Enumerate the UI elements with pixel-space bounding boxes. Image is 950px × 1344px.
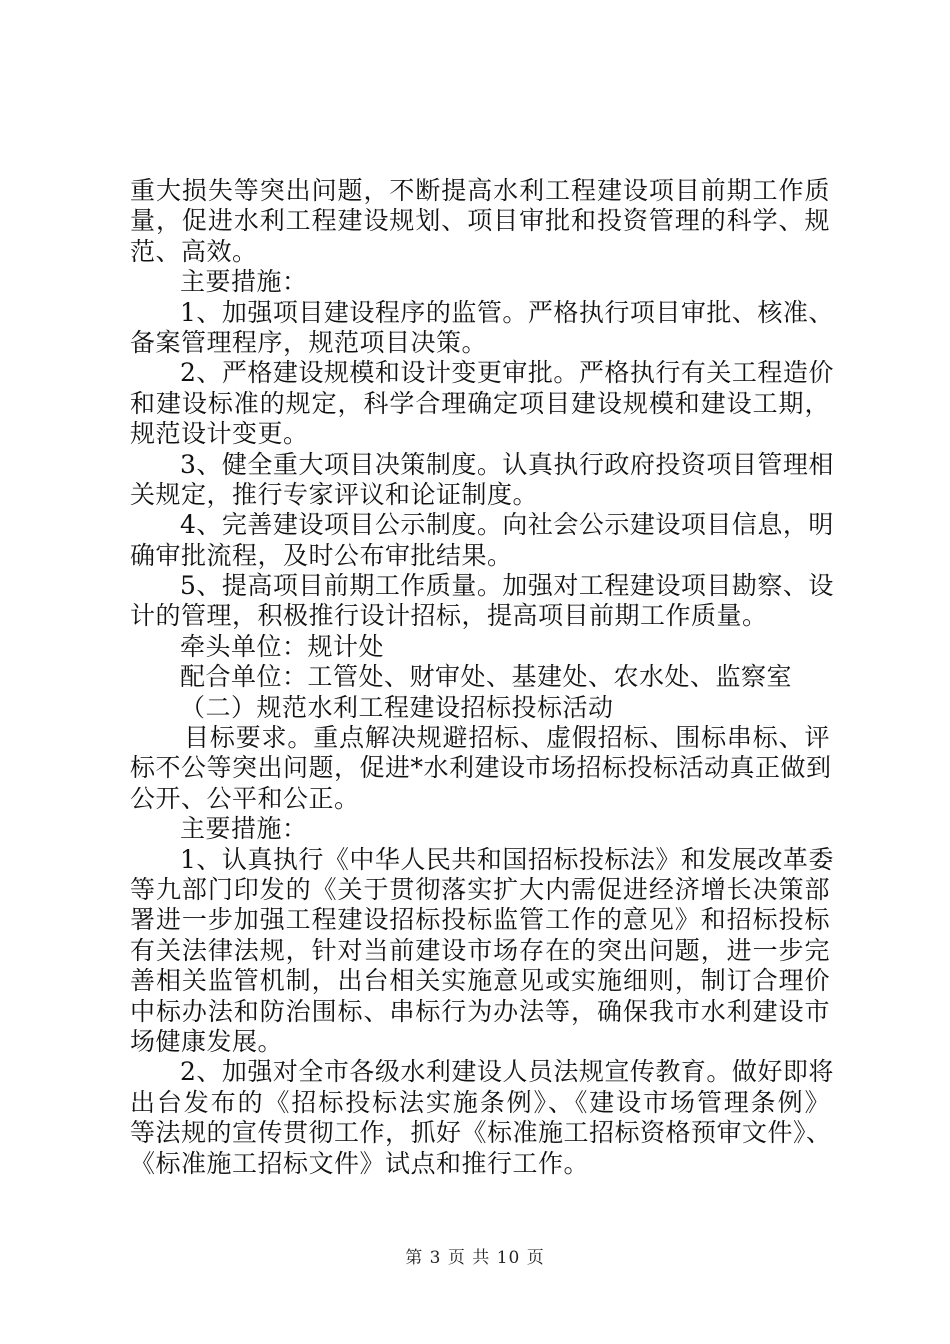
text-line: 善相关监管机制，出台相关实施意见或实施细则，制订合理价 (130, 966, 830, 996)
text-line: 5、提高项目前期工作质量。加强对工程建设项目勘察、设 (180, 571, 834, 601)
text-line: 3、健全重大项目决策制度。认真执行政府投资项目管理相 (180, 449, 834, 479)
text-line: 计的管理，积极推行设计招标，提高项目前期工作质量。 (130, 601, 768, 631)
document-body (130, 176, 834, 1179)
text-line: 出台发布的《招标投标法实施条例》、《建设市场管理条例》 (130, 1087, 830, 1117)
text-line: 等九部门印发的《关于贯彻落实扩大内需促进经济增长决策部 (130, 874, 830, 904)
text-line: 《标准施工招标文件》试点和推行工作。 (130, 1148, 590, 1178)
text-line: 1、加强项目建设程序的监管。严格执行项目审批、核准、 (180, 297, 834, 327)
text-line: 公开、公平和公正。 (130, 783, 360, 813)
page-footer: 第 3 页 共 10 页 (405, 1248, 545, 1268)
text-line: 关规定，推行专家评议和论证制度。 (130, 479, 539, 509)
text-line: 署进一步加强工程建设招标投标监管工作的意见》和招标投标 (130, 905, 830, 935)
text-line: （二）规范水利工程建设招标投标活动 (180, 692, 614, 722)
text-line: 确审批流程，及时公布审批结果。 (130, 540, 513, 570)
text-line: 4、完善建设项目公示制度。向社会公示建设项目信息，明 (180, 510, 834, 540)
text-line: 范、高效。 (130, 236, 258, 266)
text-line: 目标要求。重点解决规避招标、虚假招标、围标串标、评 (184, 723, 830, 753)
text-line: 中标办法和防治围标、串标行为办法等，确保我市水利建设市 (130, 996, 830, 1026)
text-line: 标不公等突出问题，促进*水利建设市场招标投标活动真正做到 (130, 753, 832, 783)
text-line: 有关法律法规，针对当前建设市场存在的突出问题，进一步完 (130, 935, 830, 965)
text-line: 1、认真执行《中华人民共和国招标投标法》和发展改革委 (180, 844, 834, 874)
text-line: 规范设计变更。 (130, 419, 309, 449)
text-line: 2、严格建设规模和设计变更审批。严格执行有关工程造价 (180, 358, 834, 388)
text-line: 主要措施： (180, 267, 308, 297)
text-line: 主要措施： (180, 814, 308, 844)
text-line: 牵头单位：规计处 (180, 631, 385, 661)
text-line: 配合单位：工管处、财审处、基建处、农水处、监察室 (180, 662, 793, 692)
text-line: 和建设标准的规定，科学合理确定项目建设规模和建设工期， (130, 388, 830, 418)
text-line: 量，促进水利工程建设规划、项目审批和投资管理的科学、规 (130, 206, 830, 236)
text-line: 重大损失等突出问题，不断提高水利工程建设项目前期工作质 (130, 176, 830, 205)
text-line: 2、加强对全市各级水利建设人员法规宣传教育。做好即将 (180, 1057, 834, 1087)
text-line: 等法规的宣传贯彻工作，抓好《标准施工招标资格预审文件》、 (130, 1118, 832, 1148)
text-line: 场健康发展。 (130, 1026, 284, 1056)
text-line: 备案管理程序，规范项目决策。 (130, 327, 488, 357)
